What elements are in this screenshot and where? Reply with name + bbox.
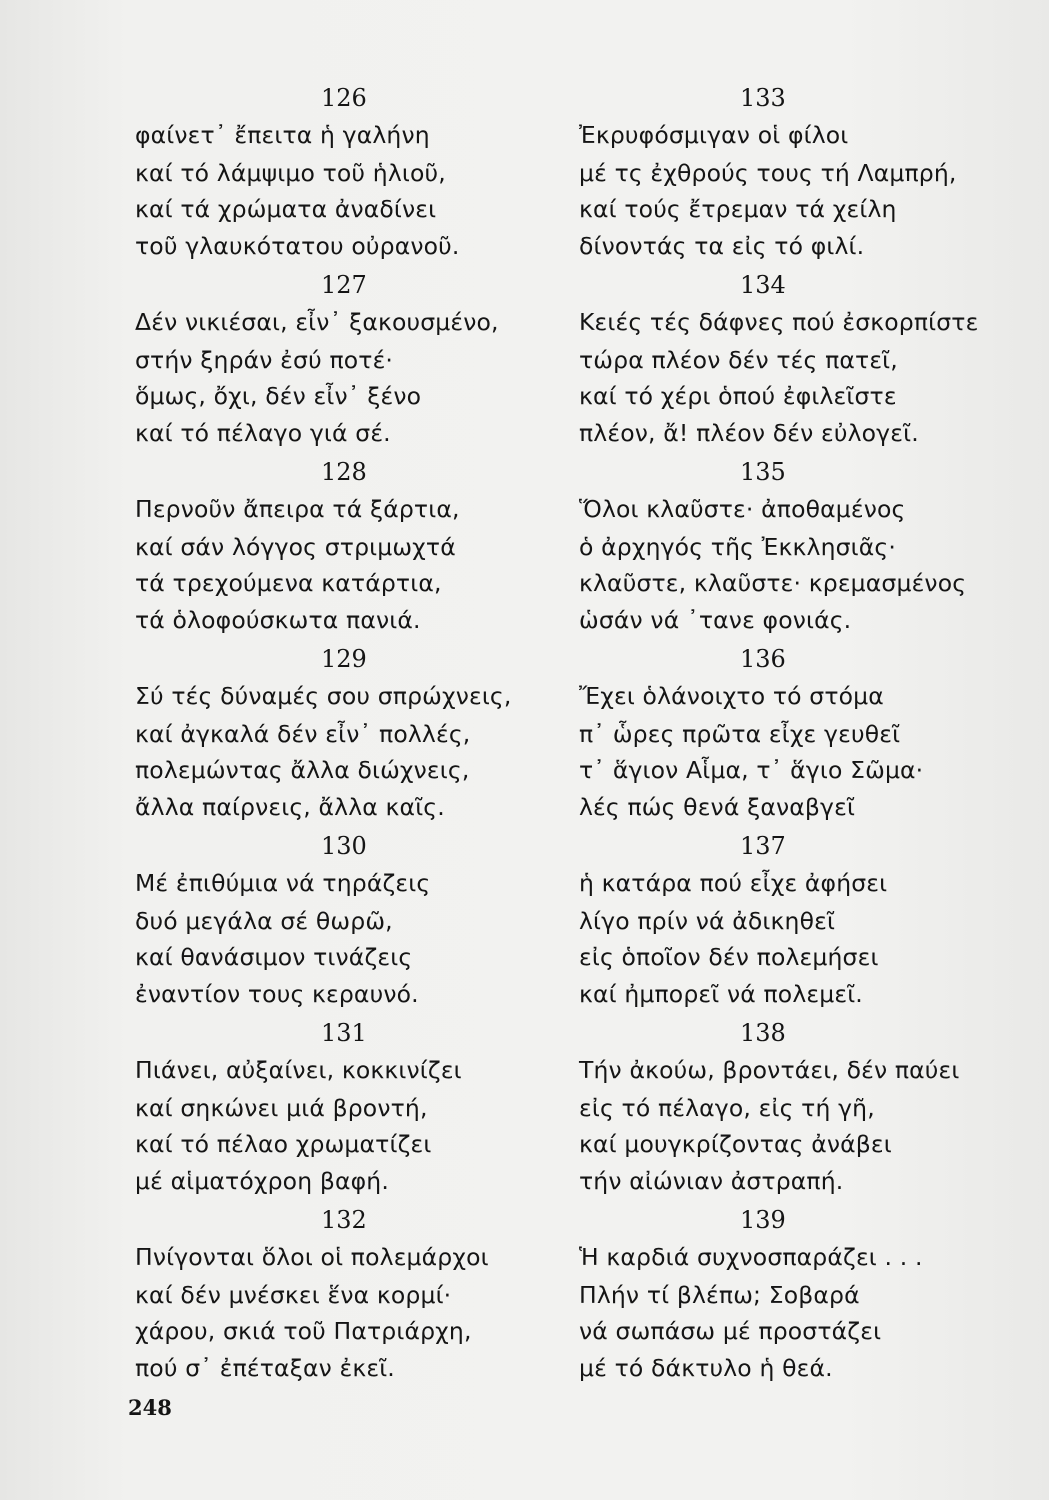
verse-line: Πνίγονται ὅλοι οἱ πολεμάρχοι (135, 1243, 489, 1271)
verse-line: καί τά χρώματα ἀναδίνει (135, 195, 437, 223)
verse-line: καί τούς ἔτρεμαν τά χείλη (579, 195, 897, 223)
verse-line: καί ἠμπορεῖ νά πολεμεῖ. (579, 980, 863, 1008)
stanza-number: 138 (740, 1019, 786, 1047)
stanza-number: 133 (740, 84, 786, 112)
verse-line: Κειές τές δάφνες πού ἐσκορπίστε (579, 308, 979, 336)
verse-line: δυό μεγάλα σέ θωρῶ, (135, 907, 393, 935)
verse-line: μέ αἱματόχροη βαφή. (135, 1167, 389, 1195)
left-column (135, 84, 555, 1393)
stanza (135, 645, 555, 832)
verse-line: Δέν νικιέσαι, εἶν᾽ ξακουσμένο, (135, 308, 499, 336)
stanza-number: 127 (321, 271, 367, 299)
verse-line: χάρου, σκιά τοῦ Πατριάρχη, (135, 1317, 472, 1345)
stanza-number: 136 (740, 645, 786, 673)
verse-line: ἄλλα παίρνεις, ἄλλα καῖς. (135, 793, 445, 821)
verse-line: κλαῦστε, κλαῦστε· κρεμασμένος (579, 569, 967, 597)
verse-line: καί τό χέρι ὁπού ἐφιλεῖστε (579, 382, 897, 410)
verse-line: ἐναντίον τους κεραυνό. (135, 980, 419, 1008)
stanza (135, 1019, 555, 1206)
verse-line: μέ τό δάκτυλο ἡ θεά. (579, 1354, 833, 1382)
verse-line: καί τό πέλαγο γιά σέ. (135, 419, 391, 447)
verse-line: δίνοντάς τα εἰς τό φιλί. (579, 232, 865, 260)
verse-line: Σύ τές δύναμές σου σπρώχνεις, (135, 682, 512, 710)
verse-line: τοῦ γλαυκότατου οὐρανοῦ. (135, 232, 460, 260)
verse-line: τά ὁλοφούσκωτα πανιά. (135, 606, 421, 634)
verse-line: καί τό λάμψιμο τοῦ ἡλιοῦ, (135, 159, 446, 187)
verse-line: καί δέν μνέσκει ἕνα κορμί· (135, 1281, 452, 1309)
verse-line: εἰς τό πέλαγο, εἰς τή γῆ, (579, 1094, 875, 1122)
verse-line: καί τό πέλαο χρωματίζει (135, 1130, 432, 1158)
verse-line: καί σηκώνει μιά βροντή, (135, 1094, 428, 1122)
verse-line: Περνοῦν ἄπειρα τά ξάρτια, (135, 495, 460, 523)
verse-line: φαίνετ᾽ ἔπειτα ἡ γαλήνη (135, 121, 430, 149)
verse-line: εἰς ὁποῖον δέν πολεμήσει (579, 943, 879, 971)
verse-line: πλέον, ἄ! πλέον δέν εὐλογεῖ. (579, 419, 919, 447)
stanza (565, 271, 1045, 458)
stanza-number: 132 (321, 1206, 367, 1234)
verse-line: καί σάν λόγγος στριμωχτά (135, 533, 456, 561)
stanza-number: 129 (321, 645, 367, 673)
verse-line: ὅμως, ὄχι, δέν εἶν᾽ ξένο (135, 382, 422, 410)
verse-line: νά σωπάσω μέ προστάζει (579, 1317, 882, 1345)
verse-line: πολεμώντας ἄλλα διώχνεις, (135, 756, 470, 784)
verse-line: Ἔχει ὁλάνοιχτο τό στόμα (579, 682, 884, 710)
stanza-number: 126 (321, 84, 367, 112)
stanza (135, 84, 555, 271)
verse-line: ὁ ἀρχηγός τῆς Ἐκκλησιᾶς· (579, 533, 896, 561)
right-column (565, 84, 1045, 1393)
stanza-number: 128 (321, 458, 367, 486)
verse-line: λές πώς θενά ξαναβγεῖ (579, 793, 856, 821)
verse-line: Πλήν τί βλέπω; Σοβαρά (579, 1281, 860, 1309)
stanza (565, 1206, 1045, 1393)
verse-line: καί θανάσιμον τινάζεις (135, 943, 413, 971)
verse-line: καί ἀγκαλά δέν εἶν᾽ πολλές, (135, 720, 471, 748)
verse-line: Τήν ἀκούω, βροντάει, δέν παύει (579, 1056, 960, 1084)
page-number: 248 (128, 1395, 172, 1420)
verse-line: Μέ ἐπιθύμια νά τηράζεις (135, 869, 431, 897)
verse-line: Ἐκρυφόσμιγαν οἱ φίλοι (579, 121, 849, 149)
stanza-number: 135 (740, 458, 786, 486)
verse-line: π᾽ ὧρες πρῶτα εἶχε γευθεῖ (579, 720, 901, 748)
verse-line: τώρα πλέον δέν τές πατεῖ, (579, 346, 898, 374)
verse-line: λίγο πρίν νά ἀδικηθεῖ (579, 907, 836, 935)
verse-line: Πιάνει, αὐξαίνει, κοκκινίζει (135, 1056, 462, 1084)
verse-line: μέ τς ἐχθρούς τους τή Λαμπρή, (579, 159, 957, 187)
verse-line: Ὅλοι κλαῦστε· ἀποθαμένος (579, 495, 906, 523)
stanza (565, 458, 1045, 645)
stanza (565, 832, 1045, 1019)
stanza (565, 645, 1045, 832)
verse-line: καί μουγκρίζοντας ἀνάβει (579, 1130, 892, 1158)
verse-line: ὡσάν νά ᾽τανε φονιάς. (579, 606, 852, 634)
stanza (565, 1019, 1045, 1206)
stanza (565, 84, 1045, 271)
stanza-number: 134 (740, 271, 786, 299)
verse-line: τήν αἰώνιαν ἀστραπή. (579, 1167, 844, 1195)
stanza (135, 832, 555, 1019)
stanza-number: 131 (321, 1019, 367, 1047)
stanza-number: 137 (740, 832, 786, 860)
verse-line: τ᾽ ἅγιον Αἷμα, τ᾽ ἅγιο Σῶμα· (579, 756, 924, 784)
stanza (135, 1206, 555, 1393)
stanza-number: 130 (321, 832, 367, 860)
verse-line: ἡ κατάρα πού εἶχε ἀφήσει (579, 869, 888, 897)
stanza (135, 458, 555, 645)
verse-line: πού σ᾽ ἐπέταξαν ἐκεῖ. (135, 1354, 395, 1382)
verse-line: Ἡ καρδιά συχνοσπαράζει . . . (579, 1243, 923, 1271)
stanza-number: 139 (740, 1206, 786, 1234)
verse-line: στήν ξηράν ἐσύ ποτέ· (135, 346, 394, 374)
verse-line: τά τρεχούμενα κατάρτια, (135, 569, 442, 597)
stanza (135, 271, 555, 458)
